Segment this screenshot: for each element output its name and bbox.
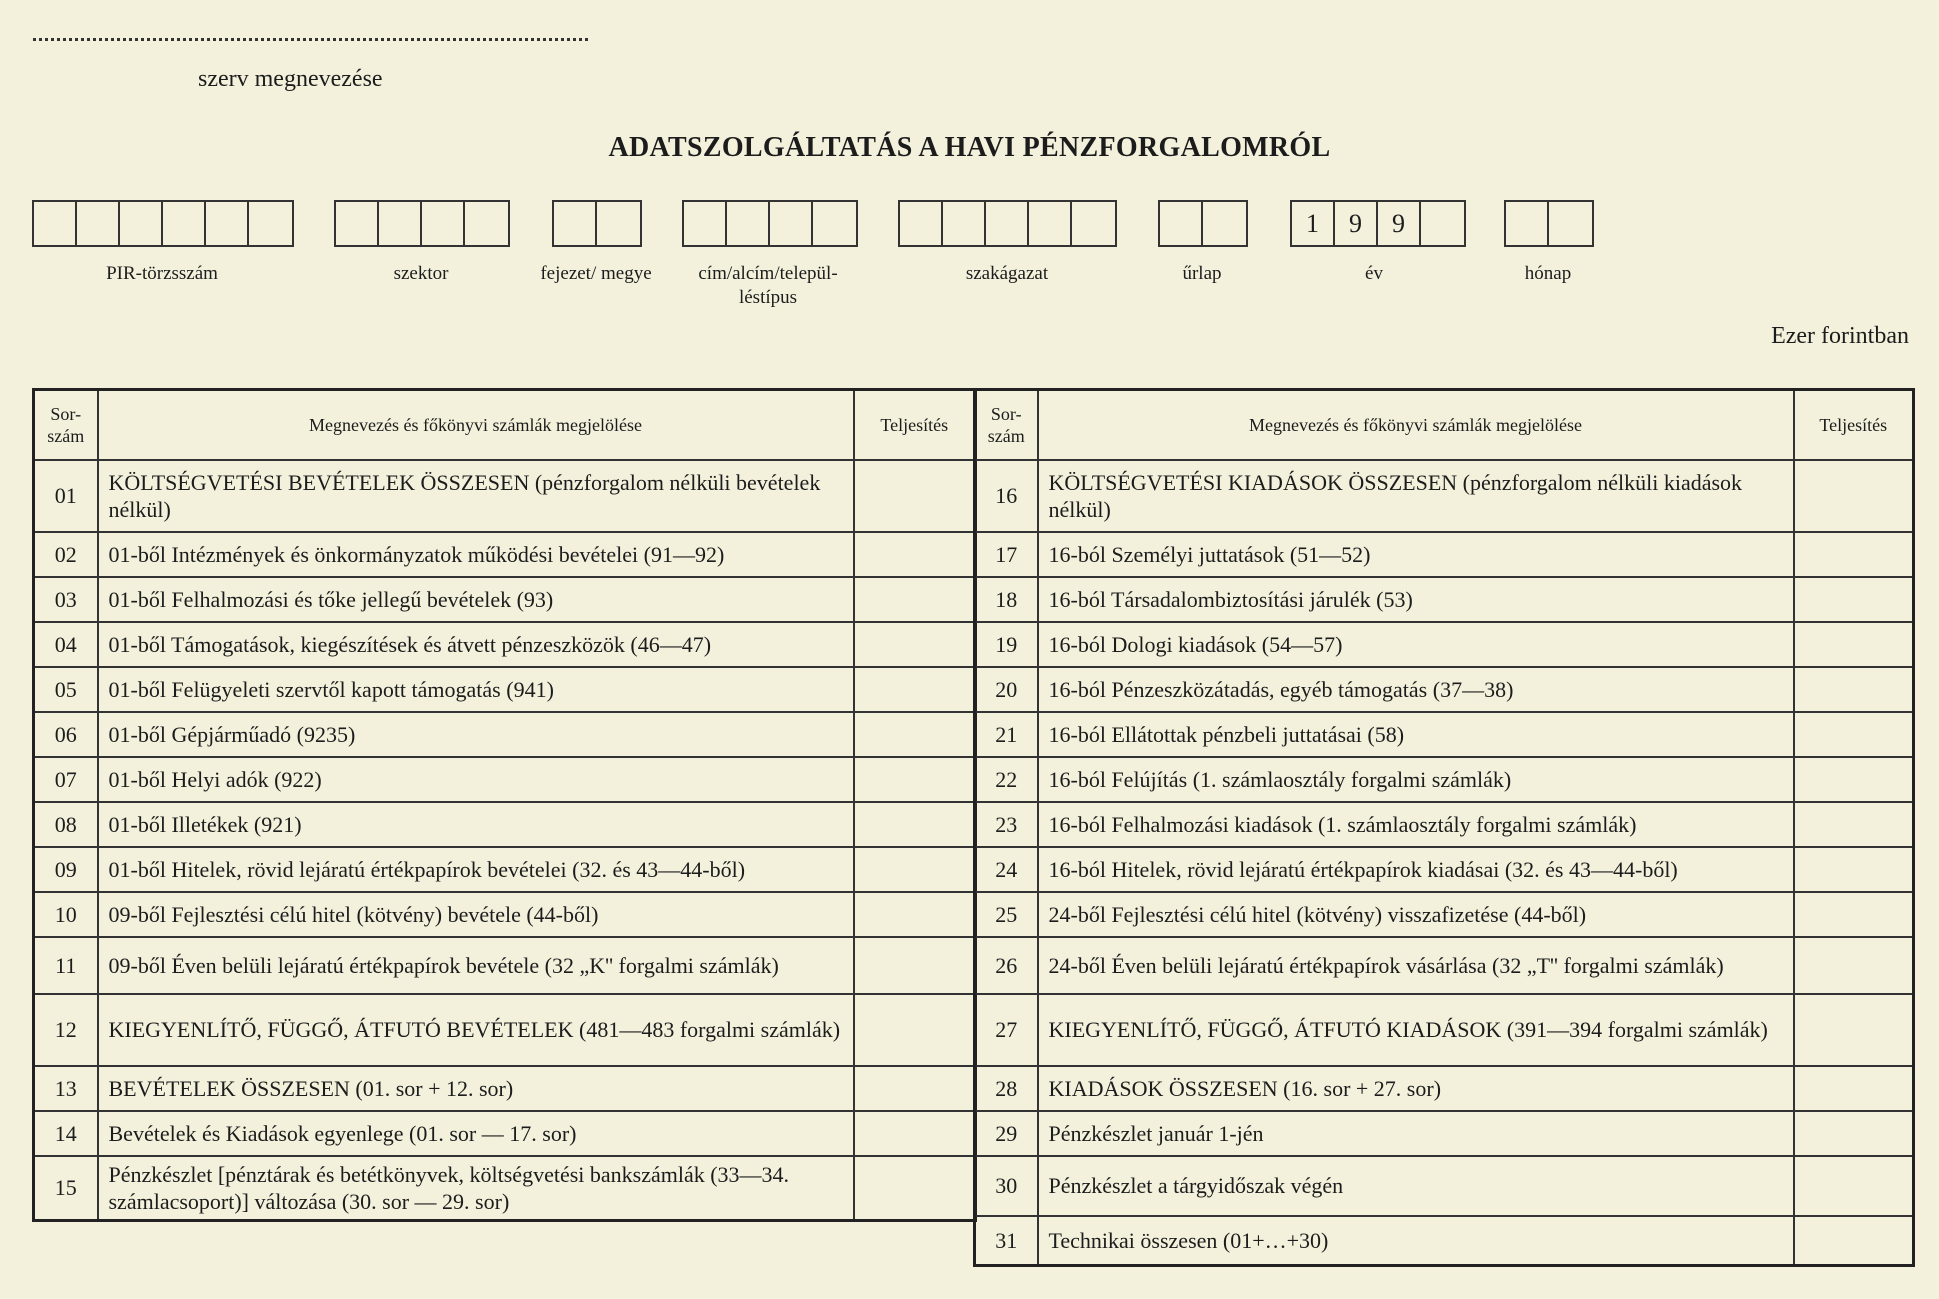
row-value-cell[interactable] (1794, 532, 1914, 577)
row-description: Pénzkészlet a tárgyidőszak végén (1038, 1156, 1794, 1216)
row-description: 09-ből Fejlesztési célú hitel (kötvény) bevétele (44-ből) (98, 892, 854, 937)
code-digit-box[interactable] (684, 202, 727, 245)
table-row (34, 532, 976, 577)
row-description: 09-ből Éven belüli lejáratú értékpapírok bevétele (32 „K'' forgalmi számlák) (98, 937, 854, 994)
code-digit-box[interactable] (1072, 202, 1115, 245)
row-number: 30 (975, 1156, 1038, 1216)
row-description: Technikai összesen (01+…+30) (1038, 1216, 1794, 1266)
code-digit-box[interactable] (465, 202, 508, 245)
row-number: 26 (975, 937, 1038, 994)
table-row (34, 622, 976, 667)
row-number: 03 (34, 577, 98, 622)
row-number: 28 (975, 1066, 1038, 1111)
row-value-cell[interactable] (854, 847, 976, 892)
row-value-cell[interactable] (1794, 712, 1914, 757)
code-digit-box[interactable] (554, 202, 597, 245)
table-row (975, 1066, 1914, 1111)
row-value-cell[interactable] (854, 757, 976, 802)
row-number: 02 (34, 532, 98, 577)
code-digit-box[interactable] (770, 202, 813, 245)
code-field-label: fejezet/ megye (540, 263, 652, 284)
row-description: 01-ből Felhalmozási és tőke jellegű bevételek (93) (98, 577, 854, 622)
row-number: 17 (975, 532, 1038, 577)
row-description: KIEGYENLÍTŐ, FÜGGŐ, ÁTFUTÓ KIADÁSOK (391—394 forgalmi számlák) (1038, 994, 1794, 1066)
row-description: KIADÁSOK ÖSSZESEN (16. sor + 27. sor) (1038, 1066, 1794, 1111)
code-digit-box[interactable] (163, 202, 206, 245)
code-digit-box[interactable] (900, 202, 943, 245)
table-row (975, 1111, 1914, 1156)
code-digit-box[interactable] (34, 202, 77, 245)
table-row (34, 1156, 976, 1221)
table-header-row (34, 390, 976, 460)
code-digit-box[interactable] (1421, 202, 1464, 245)
table-row (34, 1066, 976, 1111)
row-description: 01-ből Illetékek (921) (98, 802, 854, 847)
row-description: 24-ből Éven belüli lejáratú értékpapírok vásárlása (32 „T'' forgalmi számlák) (1038, 937, 1794, 994)
row-value-cell[interactable] (1794, 802, 1914, 847)
code-field-group (1290, 200, 1466, 247)
row-number: 01 (34, 460, 98, 532)
row-number: 13 (34, 1066, 98, 1111)
code-field-label: év (1365, 263, 1383, 284)
table-row (34, 847, 976, 892)
code-digit-box[interactable] (249, 202, 292, 245)
table-row (34, 577, 976, 622)
row-description: 16-ból Pénzeszközátadás, egyéb támogatás (37—38) (1038, 667, 1794, 712)
code-digit-box[interactable] (120, 202, 163, 245)
row-description: KÖLTSÉGVETÉSI KIADÁSOK ÖSSZESEN (pénzforgalom nélküli kiadások nélkül) (1038, 460, 1794, 532)
row-value-cell[interactable] (1794, 1216, 1914, 1266)
code-digit-box[interactable] (1029, 202, 1072, 245)
row-number: 09 (34, 847, 98, 892)
code-field-label: űrlap (1182, 263, 1222, 284)
table-row (34, 994, 976, 1066)
table-row (34, 892, 976, 937)
row-description: 16-ból Felújítás (1. számlaosztály forgalmi számlák) (1038, 757, 1794, 802)
row-number: 08 (34, 802, 98, 847)
table-row (975, 847, 1914, 892)
table-row (975, 712, 1914, 757)
row-value-cell[interactable] (1794, 622, 1914, 667)
table-row (34, 712, 976, 757)
row-description: KIEGYENLÍTŐ, FÜGGŐ, ÁTFUTÓ BEVÉTELEK (481—483 forgalmi számlák) (98, 994, 854, 1066)
header-value: Teljesítés (854, 390, 976, 460)
table-row (975, 994, 1914, 1066)
code-digit-box[interactable] (336, 202, 379, 245)
table-row (34, 667, 976, 712)
header-sor-szam: Sor- szám (975, 390, 1038, 460)
org-name-label: szerv megnevezése (198, 66, 383, 92)
table-header-row (975, 390, 1914, 460)
code-field-label: hónap (1524, 263, 1572, 284)
code-digit-box[interactable] (1549, 202, 1592, 245)
unit-label: Ezer forintban (1771, 323, 1909, 349)
form-title: ADATSZOLGÁLTATÁS A HAVI PÉNZFORGALOMRÓL (608, 132, 1331, 163)
row-description: 01-ből Felügyeleti szervtől kapott támogatás (941) (98, 667, 854, 712)
row-description: 16-ból Társadalombiztosítási járulék (53) (1038, 577, 1794, 622)
row-description: 01-ből Hitelek, rövid lejáratú értékpapírok bevételei (32. és 43—44-ből) (98, 847, 854, 892)
row-value-cell[interactable] (854, 1066, 976, 1111)
row-description: 16-ból Felhalmozási kiadások (1. számlaosztály forgalmi számlák) (1038, 802, 1794, 847)
row-value-cell[interactable] (854, 532, 976, 577)
header-name: Megnevezés és főkönyvi számlák megjelölése (1038, 390, 1794, 460)
code-field-group (898, 200, 1117, 247)
row-number: 18 (975, 577, 1038, 622)
row-number: 16 (975, 460, 1038, 532)
code-field-label: szektor (393, 263, 449, 284)
row-number: 29 (975, 1111, 1038, 1156)
row-value-cell[interactable] (1794, 892, 1914, 937)
code-field-group (32, 200, 294, 247)
row-number: 23 (975, 802, 1038, 847)
row-number: 06 (34, 712, 98, 757)
row-number: 14 (34, 1111, 98, 1156)
row-number: 27 (975, 994, 1038, 1066)
code-field-group (552, 200, 642, 247)
code-field-label: szakágazat (965, 263, 1049, 284)
row-number: 31 (975, 1216, 1038, 1266)
code-field-group (334, 200, 510, 247)
row-description: 16-ból Hitelek, rövid lejáratú értékpapírok kiadásai (32. és 43—44-ből) (1038, 847, 1794, 892)
code-digit-box[interactable] (422, 202, 465, 245)
code-digit-box[interactable] (986, 202, 1029, 245)
code-digit-box[interactable] (206, 202, 249, 245)
row-value-cell[interactable] (1794, 577, 1914, 622)
row-value-cell[interactable] (854, 577, 976, 622)
table-row (34, 937, 976, 994)
row-value-cell[interactable] (1794, 1111, 1914, 1156)
row-description: 16-ból Személyi juttatások (51—52) (1038, 532, 1794, 577)
row-number: 25 (975, 892, 1038, 937)
code-digit-box[interactable]: 9 (1335, 202, 1378, 245)
row-description: BEVÉTELEK ÖSSZESEN (01. sor + 12. sor) (98, 1066, 854, 1111)
row-description: 01-ből Helyi adók (922) (98, 757, 854, 802)
code-field-group (1504, 200, 1594, 247)
row-description: Bevételek és Kiadások egyenlege (01. sor — 17. sor) (98, 1111, 854, 1156)
row-value-cell[interactable] (1794, 1156, 1914, 1216)
table-row (34, 757, 976, 802)
row-number: 05 (34, 667, 98, 712)
row-number: 12 (34, 994, 98, 1066)
code-digit-box[interactable] (1506, 202, 1549, 245)
code-digit-box[interactable] (727, 202, 770, 245)
row-description: Pénzkészlet január 1-jén (1038, 1111, 1794, 1156)
code-digit-box[interactable]: 9 (1378, 202, 1421, 245)
row-value-cell[interactable] (1794, 847, 1914, 892)
row-number: 07 (34, 757, 98, 802)
row-number: 10 (34, 892, 98, 937)
row-value-cell[interactable] (854, 712, 976, 757)
row-description: 24-ből Fejlesztési célú hitel (kötvény) visszafizetése (44-ből) (1038, 892, 1794, 937)
code-digit-box[interactable]: 1 (1292, 202, 1335, 245)
table-row (975, 667, 1914, 712)
row-value-cell[interactable] (854, 994, 976, 1066)
table-row (975, 532, 1914, 577)
table-row (975, 577, 1914, 622)
table-row (975, 937, 1914, 994)
row-description: Pénzkészlet [pénztárak és betétkönyvek, költségvetési bankszámlák (33—34. számlacsoport)] változása (30. sor — 29. sor) (98, 1156, 854, 1221)
code-digit-box[interactable] (379, 202, 422, 245)
code-digit-box[interactable] (77, 202, 120, 245)
code-field-label: cím/alcím/települ- léstípus (698, 263, 838, 308)
table-row (975, 757, 1914, 802)
code-field-label: PIR-törzsszám (106, 263, 218, 284)
table-row (975, 1216, 1914, 1266)
code-field-group (1158, 200, 1248, 247)
row-value-cell[interactable] (1794, 994, 1914, 1066)
row-value-cell[interactable] (1794, 1066, 1914, 1111)
header-sor-szam: Sor- szám (34, 390, 98, 460)
table-row (975, 802, 1914, 847)
expenditure-table (973, 388, 1915, 1267)
row-number: 21 (975, 712, 1038, 757)
row-value-cell[interactable] (1794, 460, 1914, 532)
table-row (975, 1156, 1914, 1216)
row-description: 16-ból Ellátottak pénzbeli juttatásai (58) (1038, 712, 1794, 757)
row-number: 19 (975, 622, 1038, 667)
row-value-cell[interactable] (854, 1156, 976, 1221)
revenue-table (32, 388, 977, 1222)
row-value-cell[interactable] (854, 892, 976, 937)
code-digit-box[interactable] (1203, 202, 1246, 245)
code-digit-box[interactable] (813, 202, 856, 245)
row-value-cell[interactable] (1794, 937, 1914, 994)
row-description: 16-ból Dologi kiadások (54—57) (1038, 622, 1794, 667)
table-row (975, 460, 1914, 532)
code-field-group (682, 200, 858, 247)
row-description: 01-ből Intézmények és önkormányzatok működési bevételei (91—92) (98, 532, 854, 577)
row-number: 20 (975, 667, 1038, 712)
row-number: 22 (975, 757, 1038, 802)
table-row (975, 622, 1914, 667)
header-value: Teljesítés (1794, 390, 1914, 460)
row-number: 15 (34, 1156, 98, 1221)
row-number: 11 (34, 937, 98, 994)
row-value-cell[interactable] (854, 460, 976, 532)
row-value-cell[interactable] (854, 622, 976, 667)
table-row (34, 460, 976, 532)
table-row (34, 802, 976, 847)
header-name: Megnevezés és főkönyvi számlák megjelölése (98, 390, 854, 460)
table-row (975, 892, 1914, 937)
row-value-cell[interactable] (854, 1111, 976, 1156)
row-value-cell[interactable] (854, 667, 976, 712)
org-name-blank-line[interactable] (33, 38, 588, 41)
row-value-cell[interactable] (1794, 667, 1914, 712)
row-number: 04 (34, 622, 98, 667)
code-digit-box[interactable] (1160, 202, 1203, 245)
row-value-cell[interactable] (854, 937, 976, 994)
code-digit-box[interactable] (597, 202, 640, 245)
row-value-cell[interactable] (854, 802, 976, 847)
row-description: KÖLTSÉGVETÉSI BEVÉTELEK ÖSSZESEN (pénzforgalom nélküli bevételek nélkül) (98, 460, 854, 532)
row-description: 01-ből Támogatások, kiegészítések és átvett pénzeszközök (46—47) (98, 622, 854, 667)
table-row (34, 1111, 976, 1156)
code-digit-box[interactable] (943, 202, 986, 245)
row-value-cell[interactable] (1794, 757, 1914, 802)
row-description: 01-ből Gépjárműadó (9235) (98, 712, 854, 757)
row-number: 24 (975, 847, 1038, 892)
